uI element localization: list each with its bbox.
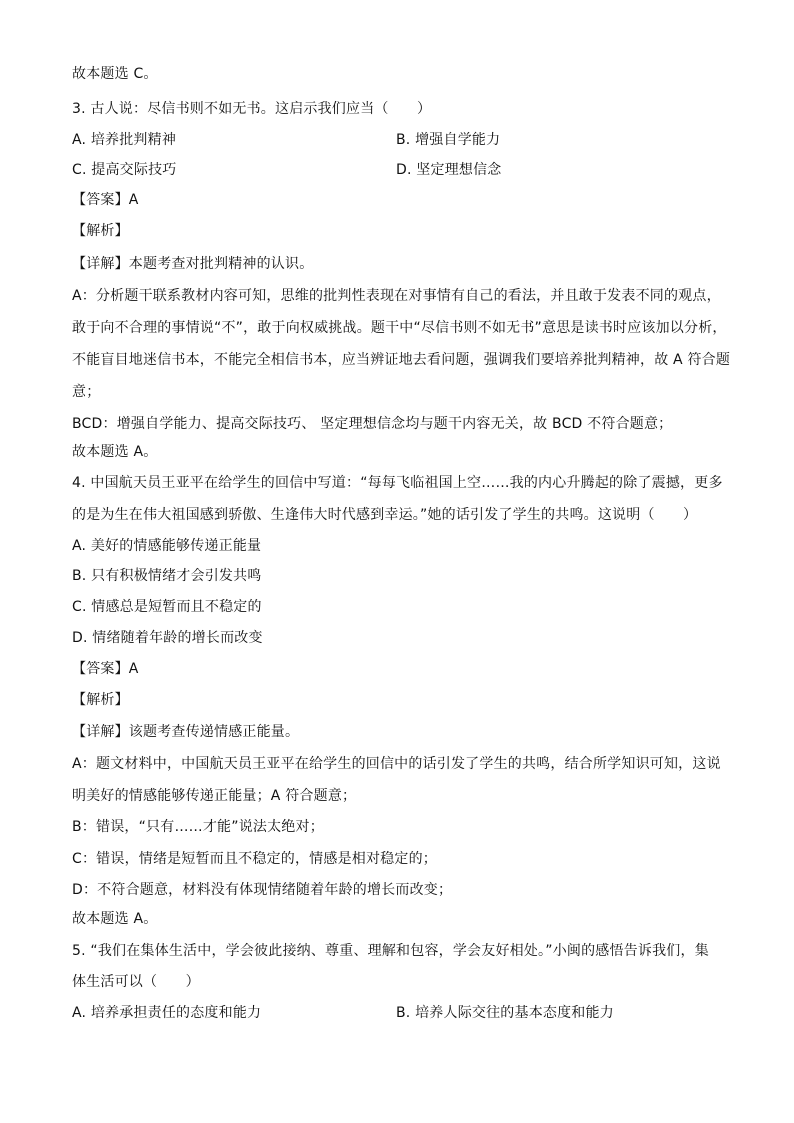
question-3-option-d: D. 坚定理想信念 [396,162,502,178]
question-4-explanation-line-5: D：不符合题意，材料没有体现情绪随着年龄的增长而改变； [72,882,453,898]
question-4-conclusion: 故本题选 A。 [72,911,158,927]
question-3-option-a: A. 培养批判精神 [72,132,177,148]
question-4-option-a: A. 美好的情感能够传递正能量 [72,538,262,554]
question-3-detail: 【详解】本题考查对批判精神的认识。 [72,256,314,272]
question-3-explanation-line-5: BCD：增强自学能力、提高交际技巧、 坚定理想信念均与题干内容无关，故 BCD 不符合题意； [72,416,673,432]
question-4-stem-line-2: 的是为生在伟大祖国感到骄傲、生逢伟大时代感到幸运。”她的话引发了学生的共鸣。这说明（ ） [72,507,698,523]
question-4-analysis-heading: 【解析】 [72,692,129,708]
question-4-option-c: C. 情感总是短暂而且不稳定的 [72,599,262,615]
question-4-option-d: D. 情绪随着年龄的增长而改变 [72,630,263,646]
question-4-detail: 【详解】该题考查传递情感正能量。 [72,724,300,740]
question-5-option-a: A. 培养承担责任的态度和能力 [72,1005,262,1021]
question-4-option-b: B. 只有积极情绪才会引发共鸣 [72,568,262,584]
question-3-explanation-line-2: 敢于向不合理的事情说“不”，敢于向权威挑战。题干中“尽信书则不如无书”意思是读书时应该加以分析， [72,320,727,336]
question-3-option-c: C. 提高交际技巧 [72,162,177,178]
question-3-analysis-heading: 【解析】 [72,223,129,239]
question-4-explanation-line-2: 明美好的情感能够传递正能量；A 符合题意； [72,788,357,804]
question-3-explanation-line-4: 意； [72,384,101,400]
question-3-conclusion: 故本题选 A。 [72,444,158,460]
question-5-option-b: B. 培养人际交往的基本态度和能力 [396,1005,614,1021]
question-3-stem: 3. 古人说：尽信书则不如无书。这启示我们应当（ ） [72,101,432,117]
question-4-answer: 【答案】A [72,661,139,677]
question-4-stem-line-1: 4. 中国航天员王亚平在给学生的回信中写道：“每每飞临祖国上空……我的内心升腾起的除了震撼，更多 [72,475,723,491]
question-3-option-b: B. 增强自学能力 [396,132,501,148]
question-5-stem-line-2: 体生活可以（ ） [72,974,200,990]
question-4-explanation-line-1: A：题文材料中，中国航天员王亚平在给学生的回信中的话引发了学生的共鸣，结合所学知识可知，这说 [72,756,721,772]
answer-conclusion-q2: 故本题选 C。 [72,66,158,82]
question-3-answer: 【答案】A [72,192,139,208]
question-4-explanation-line-3: B：错误，“只有……才能”说法太绝对； [72,819,324,835]
question-3-explanation-line-3: 不能盲目地迷信书本，不能完全相信书本，应当辨证地去看问题，强调我们要培养批判精神，故 A 符合题 [72,352,731,368]
question-4-explanation-line-4: C：错误，情绪是短暂而且不稳定的，情感是相对稳定的； [72,851,437,867]
question-3-explanation-line-1: A：分析题干联系教材内容可知，思维的批判性表现在对事情有自己的看法，并且敢于发表不同的观点， [72,288,721,304]
question-5-stem-line-1: 5. “我们在集体生活中，学会彼此接纳、尊重、理解和包容，学会友好相处。”小闽的感悟告诉我们，集 [72,943,709,959]
